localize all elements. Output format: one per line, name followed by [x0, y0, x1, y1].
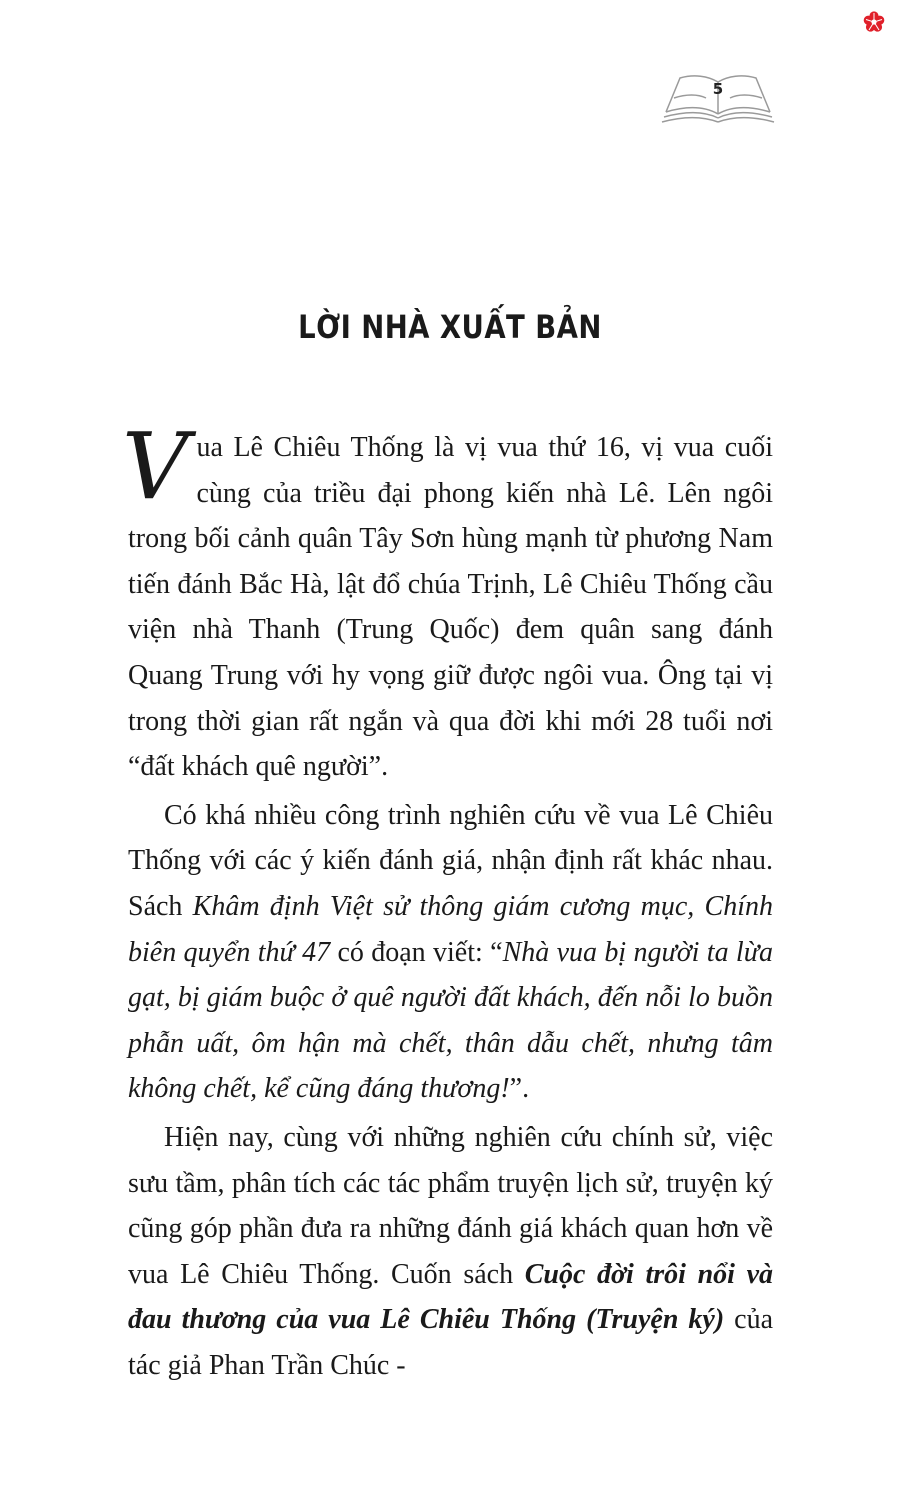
paragraph-3-text-b: của tác giả Phan Trần Chúc - [128, 1304, 773, 1381]
open-book-icon [660, 70, 776, 126]
page-number-ornament [660, 70, 776, 126]
red-flower-logo-icon [862, 10, 886, 34]
page-title: LỜI NHÀ XUẤT BẢN [298, 308, 602, 346]
paragraph-2-text-a: Có khá nhiều công trình nghiên cứu về vua Lê Chiêu Thống với các ý kiến đánh giá, nhận định rất khác nhau. Sách [128, 799, 773, 922]
drop-cap: V [122, 413, 189, 520]
paragraph-3-text-a: Hiện nay, cùng với những nghiên cứu chính sử, việc sưu tầm, phân tích các tác phẩm truyện lịch sử, truyện ký cũng góp phần đưa ra những đánh giá khách quan hơn về vua Lê Chiêu Thống. Cuốn sách [128, 1121, 773, 1290]
paragraph-3 [128, 1115, 773, 1389]
paragraph-3-book-title: Cuộc đời trôi nổi và đau thương của vua Lê Chiêu Thống (Truyện ký) [128, 1258, 773, 1336]
paragraph-1-text: ua Lê Chiêu Thống là vị vua thứ 16, vị vua cuối cùng của triều đại phong kiến nhà Lê. Lên ngôi trong bối cảnh quân Tây Sơn hùng mạnh từ phương Nam tiến đánh Bắc Hà, lật đổ chúa Trịnh, Lê Chiêu Thống cầu viện nhà Thanh (Trung Quốc) đem quân sang đánh Quang Trung với hy vọng giữ được ngôi vua. Ông tại vị trong thời gian rất ngắn và qua đời khi mới 28 tuổi nơi “đất khách quê người”. [128, 432, 773, 783]
paragraph-2-text-b: có đoạn viết: “ [330, 936, 503, 968]
body-text [122, 413, 773, 1391]
paragraph-2-text-c: ”. [509, 1073, 530, 1105]
paragraph-2 [128, 793, 773, 1112]
page-number: 5 [712, 80, 724, 98]
paragraph-2-book-title: Khâm định Việt sử thông giám cương mục, Chính biên quyển thứ 47 [128, 890, 773, 968]
paragraph-1 [122, 413, 773, 790]
paragraph-2-quote: Nhà vua bị người ta lừa gạt, bị giám buộc ở quê người đất khách, đến nỗi lo buồn phẫn uất, ôm hận mà chết, thân dẫu chết, nhưng tâm không chết, kể cũng đáng thương! [128, 936, 773, 1105]
